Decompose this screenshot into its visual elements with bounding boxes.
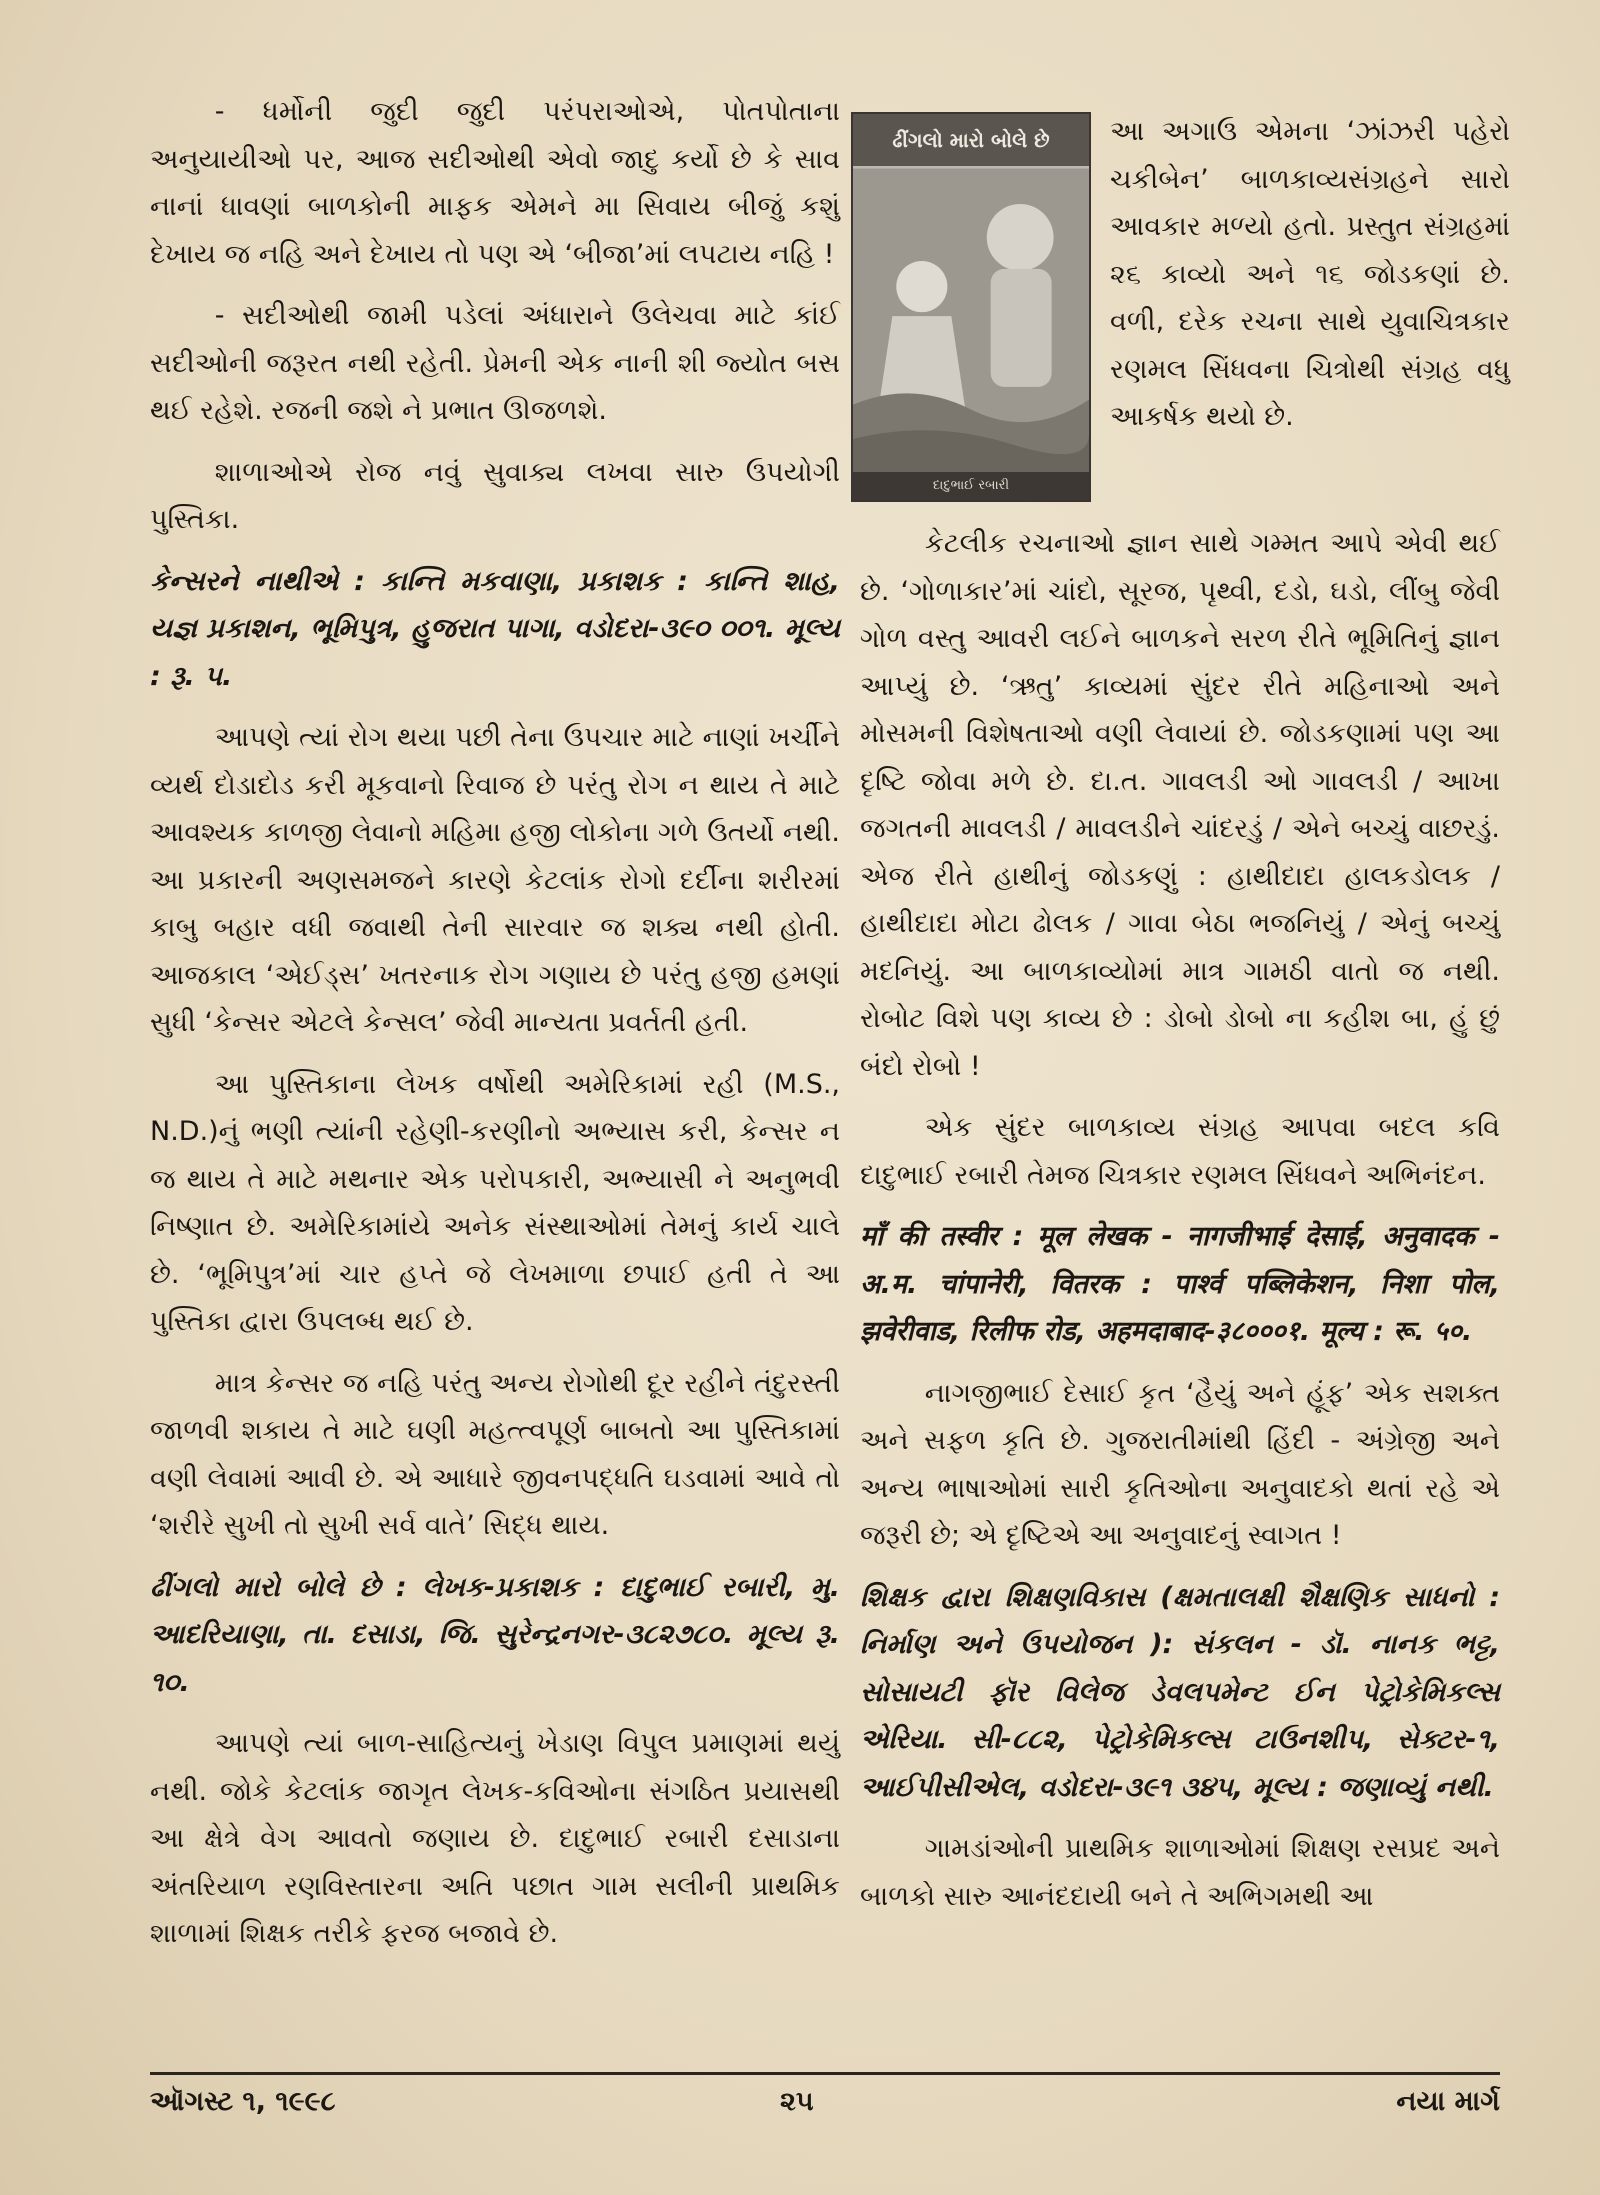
- paragraph: નાગજીભાઈ દેસાઈ કૃત ‘હૈયું અને હૂંફ’ એક સશક્ત અને સફળ કૃતિ છે. ગુજરાતીમાંથી હિંદી - અંગ્રેજી અને અન્ય ભાષાઓમાં સારી કૃતિઓના અનુવાદકો થતાં રહે એ જરૂરી છે; એ દૃષ્ટિએ આ અનુવાદનું સ્વાગત !: [860, 1377, 1500, 1551]
- book-cover-image: [851, 112, 1091, 502]
- right-top-text: [1110, 108, 1510, 441]
- paragraph: આપણે ત્યાં રોગ થયા પછી તેના ઉપચાર માટે નાણાં ખર્ચીને વ્યર્થ દોડાદોડ કરી મૂકવાનો રિવાજ છે પરંતુ રોગ ન થાય તે માટે આવશ્યક કાળજી લેવાનો મહિમા હજી લોકોના ગળે ઉતર્યો નથી. આ પ્રકારની અણસમજને કારણે કેટલાંક રોગો દર્દીના શરીરમાં કાબુ બહાર વધી જવાથી તેની સારવાર જ શક્ય નથી હોતી. આજકાલ ‘એઈડ્સ’ ખતરનાક રોગ ગણાય છે પરંતુ હજી હમણાં સુધી ‘કેન્સર એટલે કેન્સલ’ જેવી માન્યતા પ્રવર્તતી હતી.: [150, 722, 840, 1038]
- book-heading: કેન્સરને નાથીએ : કાન્તિ મકવાણા, પ્રકાશક : કાન્તિ શાહ, યજ્ઞ પ્રકાશન, ભૂમિપુત્ર, હુજરાત પાગા, વડોદરા-૩૯૦ ૦૦૧. મૂલ્ય : રૂ. ૫.: [150, 565, 840, 692]
- paragraph: માત્ર કેન્સર જ નહિ પરંતુ અન્ય રોગોથી દૂર રહીને તંદુરસ્તી જાળવી શકાય તે માટે ઘણી મહત્ત્વપૂર્ણ બાબતો આ પુસ્તિકામાં વણી લેવામાં આવી છે. એ આધારે જીવનપદ્ધતિ ઘડવામાં આવે તો ‘શરીરે સુખી તો સુખી સર્વ વાતે’ સિદ્ધ થાય.: [150, 1367, 840, 1541]
- paragraph: - ધર્મોની જુદી જુદી પરંપરાઓએ, પોતપોતાના અનુયાયીઓ પર, આજ સદીઓથી એવો જાદુ કર્યો છે કે સાવ નાનાં ધાવણાં બાળકોની માફક એમને મા સિવાય બીજું કશું દેખાય જ નહિ અને દેખાય તો પણ એ ‘બીજા’માં લપટાય નહિ !: [150, 96, 840, 270]
- book-cover-title: ઢીંગલો મારો બોલે છે: [853, 114, 1089, 166]
- paragraph: આ અગાઉ એમના ‘ઝાંઝરી પહેરો ચકીબેન’ બાળકાવ્યસંગ્રહને સારો આવકાર મળ્યો હતો. પ્રસ્તુત સંગ્રહમાં ૨૬ કાવ્યો અને ૧૬ જોડકણાં છે. વળી, દરેક રચના સાથે યુવાચિત્રકાર રણમલ સિંધવના ચિત્રોથી સંગ્રહ વધુ આકર્ષક થયો છે.: [1110, 116, 1510, 432]
- footer-date: ઑગસ્ટ ૧, ૧૯૯૮: [150, 2086, 336, 2117]
- paragraph: આ પુસ્તિકાના લેખક વર્ષોથી અમેરિકામાં રહી (M.S., N.D.)નું ભણી ત્યાંની રહેણી-કરણીનો અભ્યાસ કરી, કેન્સર ન જ થાય તે માટે મથનાર એક પરોપકારી, અભ્યાસી ને અનુભવી નિષ્ણાત છે. અમેરિકામાંયે અનેક સંસ્થાઓમાં તેમનું કાર્ય ચાલે છે. ‘ભૂમિપુત્ર’માં ચાર હપ્તે જે લેખમાળા છપાઈ હતી તે આ પુસ્તિકા દ્વારા ઉપલબ્ધ થઈ છે.: [150, 1068, 840, 1337]
- book-cover-illustration: [853, 166, 1089, 476]
- right-column: [860, 520, 1500, 1934]
- paragraph: આપણે ત્યાં બાળ-સાહિત્યનું ખેડાણ વિપુલ પ્રમાણમાં થયું નથી. જોકે કેટલાંક જાગૃત લેખક-કવિઓના સંગઠિત પ્રયાસથી આ ક્ષેત્રે વેગ આવતો જણાય છે. દાદુભાઈ રબારી દસાડાના અંતરિયાળ રણવિસ્તારના અતિ પછાત ગામ સલીની પ્રાથમિક શાળામાં શિક્ષક તરીકે ફરજ બજાવે છે.: [150, 1728, 840, 1949]
- book-heading: શિક્ષક દ્વારા શિક્ષણવિકાસ (ક્ષમતાલક્ષી શૈક્ષણિક સાધનો : નિર્માણ અને ઉપયોજન ): સંકલન - ડૉ. નાનક ભટ્ટ, સોસાયટી ફૉર વિલેજ ડેવલપમેન્ટ ઈન પેટ્રોકેમિકલ્સ એરિયા. સી-૮૮૨, પેટ્રોકેમિકલ્સ ટાઉનશીપ, સેક્ટર-૧, આઈપીસીએલ, વડોદરા-૩૯૧ ૩૪૫, મૂલ્ય : જણાવ્યું નથી.: [860, 1581, 1500, 1803]
- paragraph: એક સુંદર બાળકાવ્ય સંગ્રહ આપવા બદલ કવિ દાદુભાઈ રબારી તેમજ ચિત્રકાર રણમલ સિંધવને અભિનંદન.: [860, 1112, 1500, 1191]
- book-heading: माँ की तस्वीर : मूल लेखक - नागजीभाई देसाई, अनुवादक - अ.म. चांपानेरी, वितरक : पार्श्व पब्लिकेशन, निशा पोल, झवेरीवाड, रिलीफ रोड, अहमदाबाद-३८०००१. मूल्य : रू. ५०.: [860, 1221, 1500, 1347]
- paragraph: - સદીઓથી જામી પડેલાં અંધારાને ઉલેચવા માટે કાંઈ સદીઓની જરૂરત નથી રહેતી. પ્રેમની એક નાની શી જ્યોત બસ થઈ રહેશે. રજની જશે ને પ્રભાત ઊજળશે.: [150, 300, 840, 426]
- book-cover-footer: દાદુભાઈ રબારી: [853, 472, 1089, 500]
- paragraph: ગામડાંઓની પ્રાથમિક શાળાઓમાં શિક્ષણ રસપ્રદ અને બાળકો સારુ આનંદદાયી બને તે અભિગમથી આ: [860, 1833, 1500, 1912]
- magazine-name: નયા માર્ગ: [1396, 2086, 1500, 2117]
- page-number: ૨૫: [780, 2086, 814, 2117]
- paragraph: શાળાઓએ રોજ નવું સુવાક્ય લખવા સારુ ઉપયોગી પુસ્તિકા.: [150, 456, 840, 535]
- footer-divider: [150, 2072, 1500, 2075]
- left-column: [150, 88, 840, 1972]
- book-heading: ઢીંગલો મારો બોલે છે : લેખક-પ્રકાશક : દાદુભાઈ રબારી, મુ. આદરિયાણા, તા. દસાડા, જિ. સુરેન્દ્રનગર-૩૮૨૭૮૦. મૂલ્ય રૂ. ૧૦.: [150, 1571, 840, 1698]
- paragraph: કેટલીક રચનાઓ જ્ઞાન સાથે ગમ્મત આપે એવી થઈ છે. ‘ગોળાકાર’માં ચાંદો, સૂરજ, પૃથ્વી, દડો, ઘડો, લીંબુ જેવી ગોળ વસ્તુ આવરી લઈને બાળકને સરળ રીતે ભૂમિતિનું જ્ઞાન આપ્યું છે. ‘ઋતુ’ કાવ્યમાં સુંદર રીતે મહિનાઓ અને મોસમની વિશેષતાઓ વણી લેવાયાં છે. જોડકણામાં પણ આ દૃષ્ટિ જોવા મળે છે. દા.ત. ગાવલડી ઓ ગાવલડી / આખા જગતની માવલડી / માવલડીને ચાંદરડું / એને બચ્ચું વાછરડું. એજ રીતે હાથીનું જોડકણું : હાથીદાદા હાલકડોલક / હાથીદાદા મોટા ઢોલક / ગાવા બેઠા ભજનિયું / એનું બચ્ચું મદનિયું. આ બાળકાવ્યોમાં માત્ર ગામઠી વાતો જ નથી. રોબોટ વિશે પણ કાવ્ય છે : ડોબો ડોબો ના કહીશ બા, હું છું બંદો રોબો !: [860, 528, 1500, 1082]
